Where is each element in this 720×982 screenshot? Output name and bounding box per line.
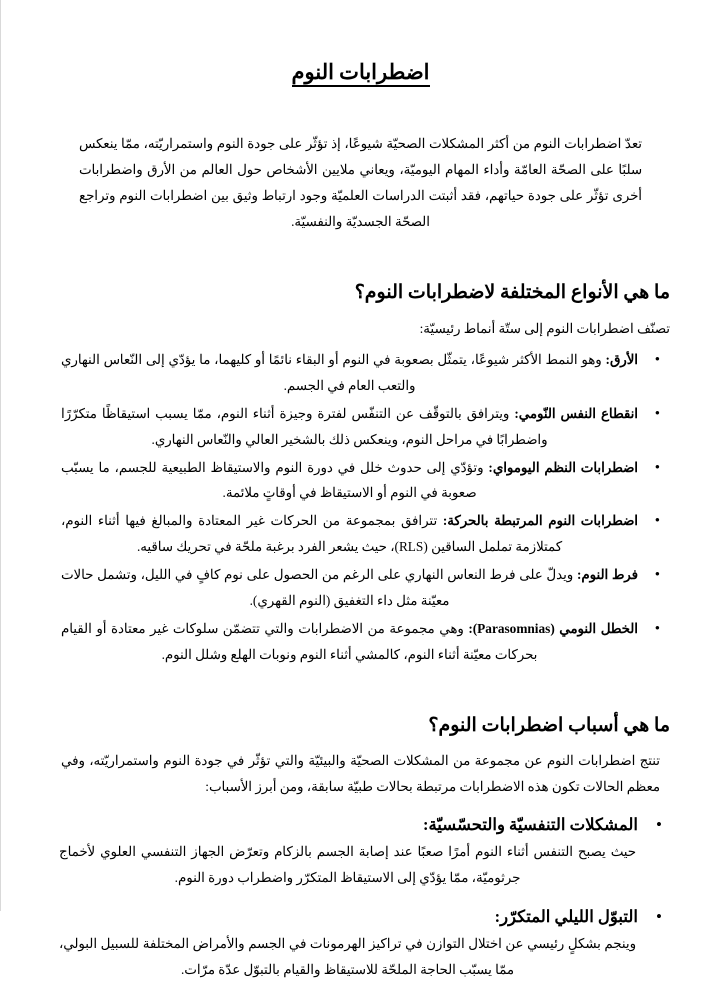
list-item (51, 813, 670, 891)
cause-title: • المشكلات التنفسيّة والتحسّسيّة: (422, 814, 638, 834)
list-item-term: اضطرابات النوم المرتبطة بالحركة: (442, 513, 638, 529)
list-item (51, 508, 670, 560)
intro-paragraph: تعدّ اضطرابات النوم من أكثر المشكلات الصحيّة شيوعًا، إذ تؤثّر على جودة النوم واستمراريّته، ممّا ينعكس سلبًا على الصحّة العامّة وأداء المهام اليوميّة، ويعاني ملايين الأشخاص حول العالم من الأرق واضطرابات أخرى تؤثّر على جودة حياتهم، فقد أثبتت الدراسات العلميّة وجود ارتباط وثيق بين اضطرابات النوم وتراجع الصحّة الجسديّة والنفسيّة. (79, 136, 642, 230)
cause-body: حيث يصبح التنفس أثناء النوم أمرًا صعبًا عند إصابة الجسم بالزكام وتعرّض الجهاز التنفسي العلوي لأخماج جرثوميّة، ممّا يؤدّي إلى الاستيقاظ المتكرّر واضطراب دورة النوم. (59, 843, 636, 885)
list-item-term: فرط النوم: (576, 567, 638, 583)
list-item (51, 401, 670, 453)
sleep-disorder-causes-list (51, 813, 670, 982)
cause-body: وينجم بشكلٍ رئيسي عن اختلال التوازن في تراكيز الهرمونات في الجسم والأمراض المختلفة للسبيل البولي، ممّا يسبّب الحاجة الملحّة للاستيقاظ والقيام بالتبوّل عدّة مرّات. (59, 935, 636, 977)
list-item (51, 616, 670, 668)
list-item-term: اضطرابات النظم اليومواي: (488, 459, 638, 475)
list-item (51, 347, 670, 399)
cause-title: • التبوّل الليلي المتكرّر: (494, 906, 638, 926)
page-title-text: اضطرابات النوم (292, 60, 430, 87)
list-item-text: وتؤدّي إلى حدوث خلل في دورة النوم والاستيقاظ الطبيعية للجسم، ما يسبّب صعوبة في النوم أو الاستيقاظ في أوقاتٍ ملائمة. (61, 459, 489, 501)
list-item-text: وهي مجموعة من الاضطرابات والتي تتضمّن سلوكات غير معتادة أو القيام بحركات معيّنة أثناء النوم، كالمشي أثناء النوم ونوبات الهلع وشلل النوم. (61, 621, 538, 662)
list-item-text: ويترافق بالتوقّف عن التنفّس لفترة وجيزة أثناء النوم، ممّا يسبب استيقاظًا متكرّرًا واضطرابًا في مراحل النوم، وينعكس ذلك بالشخير العالي والنّعاس النهاري. (61, 405, 548, 447)
list-item-term: انقطاع النفس النّومي: (514, 405, 638, 421)
list-item (51, 455, 670, 507)
section-heading-types: ما هي الأنواع المختلفة لاضطرابات النوم؟ (354, 282, 670, 304)
list-item (51, 905, 670, 982)
list-item-term: الخطل النومي (Parasomnias): (468, 621, 638, 637)
page-title (51, 58, 670, 89)
sleep-disorder-types-list (51, 347, 670, 668)
types-lead-line: تصنّف اضطرابات النوم إلى ستّة أنماط رئيسيّة: (419, 320, 670, 336)
list-item-text: تترافق بمجموعة من الحركات غير المعتادة والمبالغ فيها أثناء النوم، كمتلازمة تململ الساقين (RLS)، حيث يشعر الفرد برغبة ملحّة في تحريك ساقيه. (61, 513, 563, 555)
causes-lead-line: تنتج اضطرابات النوم عن مجموعة من المشكلات الصحيّة والبيئيّة والتي تؤثّر في جودة النوم واستمراريّته، وفي معظم الحالات تكون هذه الاضطرابات مرتبطة بحالات طبيّة سابقة، ومن أبرز الأسباب: (61, 753, 660, 794)
list-item-text: وهو النمط الأكثر شيوعًا، يتمثّل بصعوبة في النوم أو البقاء نائمًا أو كليهما، ما يؤدّي إلى النّعاس النهاري والتعب العام في الجسم. (61, 351, 606, 393)
list-item-text: ويدلّ على فرط النعاس النهاري على الرغم من الحصول على نوم كافٍ في الليل، وتشمل حالات معيّنة مثل داء التغفيق (النوم القهري). (61, 567, 577, 609)
section-heading-causes: ما هي أسباب اضطرابات النوم؟ (428, 714, 670, 736)
list-item-term: الأرق: (605, 351, 638, 367)
list-item (51, 562, 670, 614)
